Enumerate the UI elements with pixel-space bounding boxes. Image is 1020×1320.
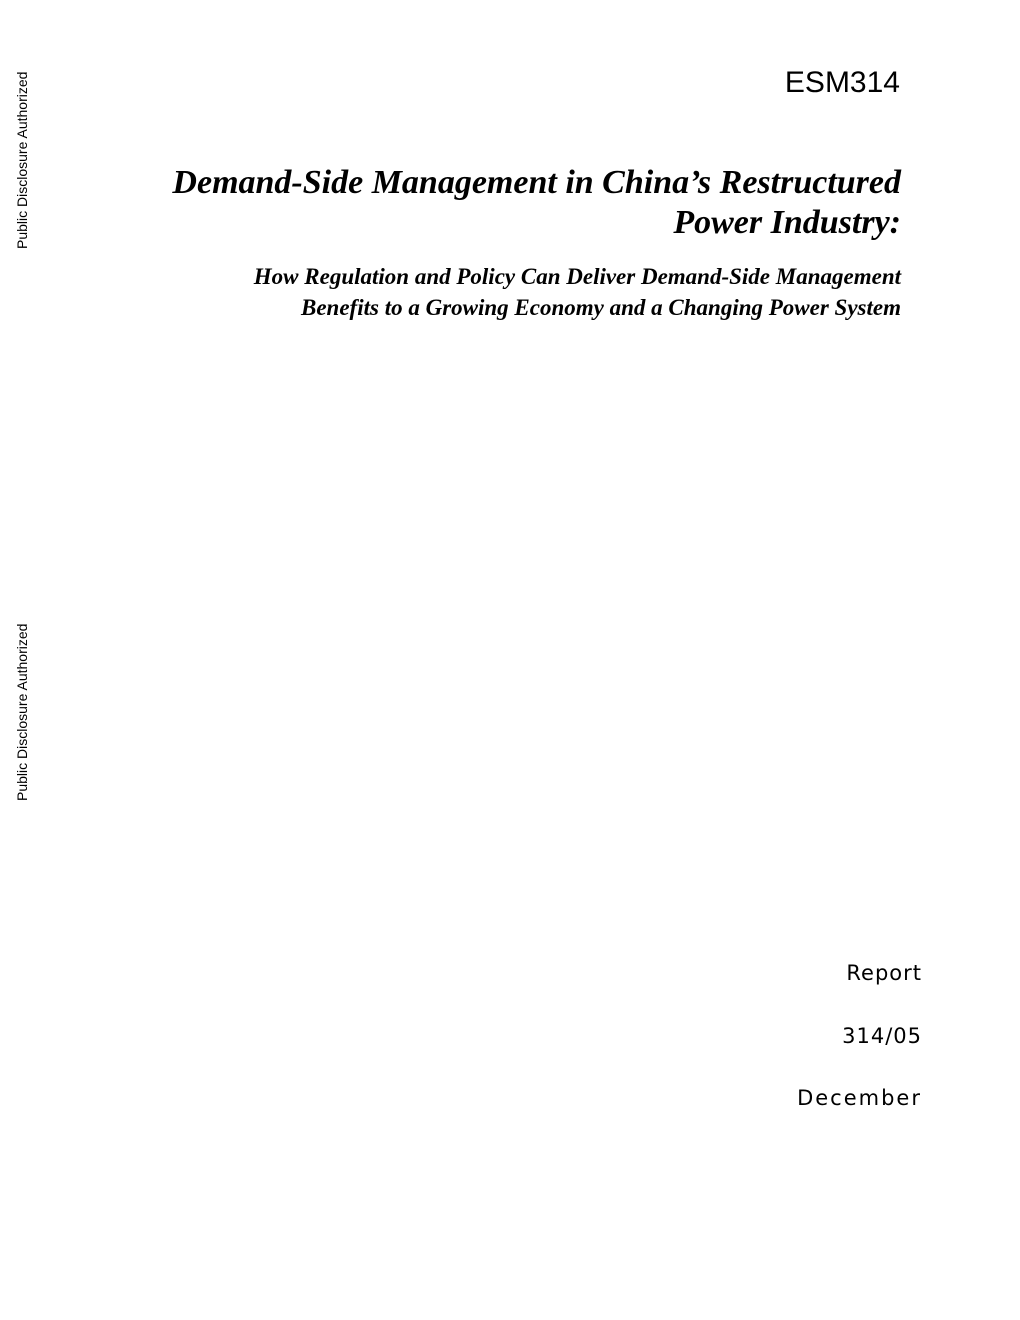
document-subtitle (100, 261, 901, 323)
subtitle-line-1: How Regulation and Policy Can Deliver Demand-Side Management (253, 264, 901, 289)
report-id: ESM314 (784, 66, 900, 99)
report-number: 314/05 (842, 1024, 922, 1048)
report-date: December (797, 1086, 922, 1110)
title-line-1: Demand-Side Management in China’s Restructured (172, 164, 901, 201)
disclosure-stamp-middle: Public Disclosure Authorized (14, 623, 30, 801)
subtitle-line-2: Benefits to a Growing Economy and a Changing Power System (301, 295, 901, 320)
disclosure-stamp-top: Public Disclosure Authorized (14, 71, 30, 249)
report-label: Report (846, 961, 922, 985)
title-line-2: Power Industry: (673, 204, 901, 241)
document-title (100, 163, 901, 243)
